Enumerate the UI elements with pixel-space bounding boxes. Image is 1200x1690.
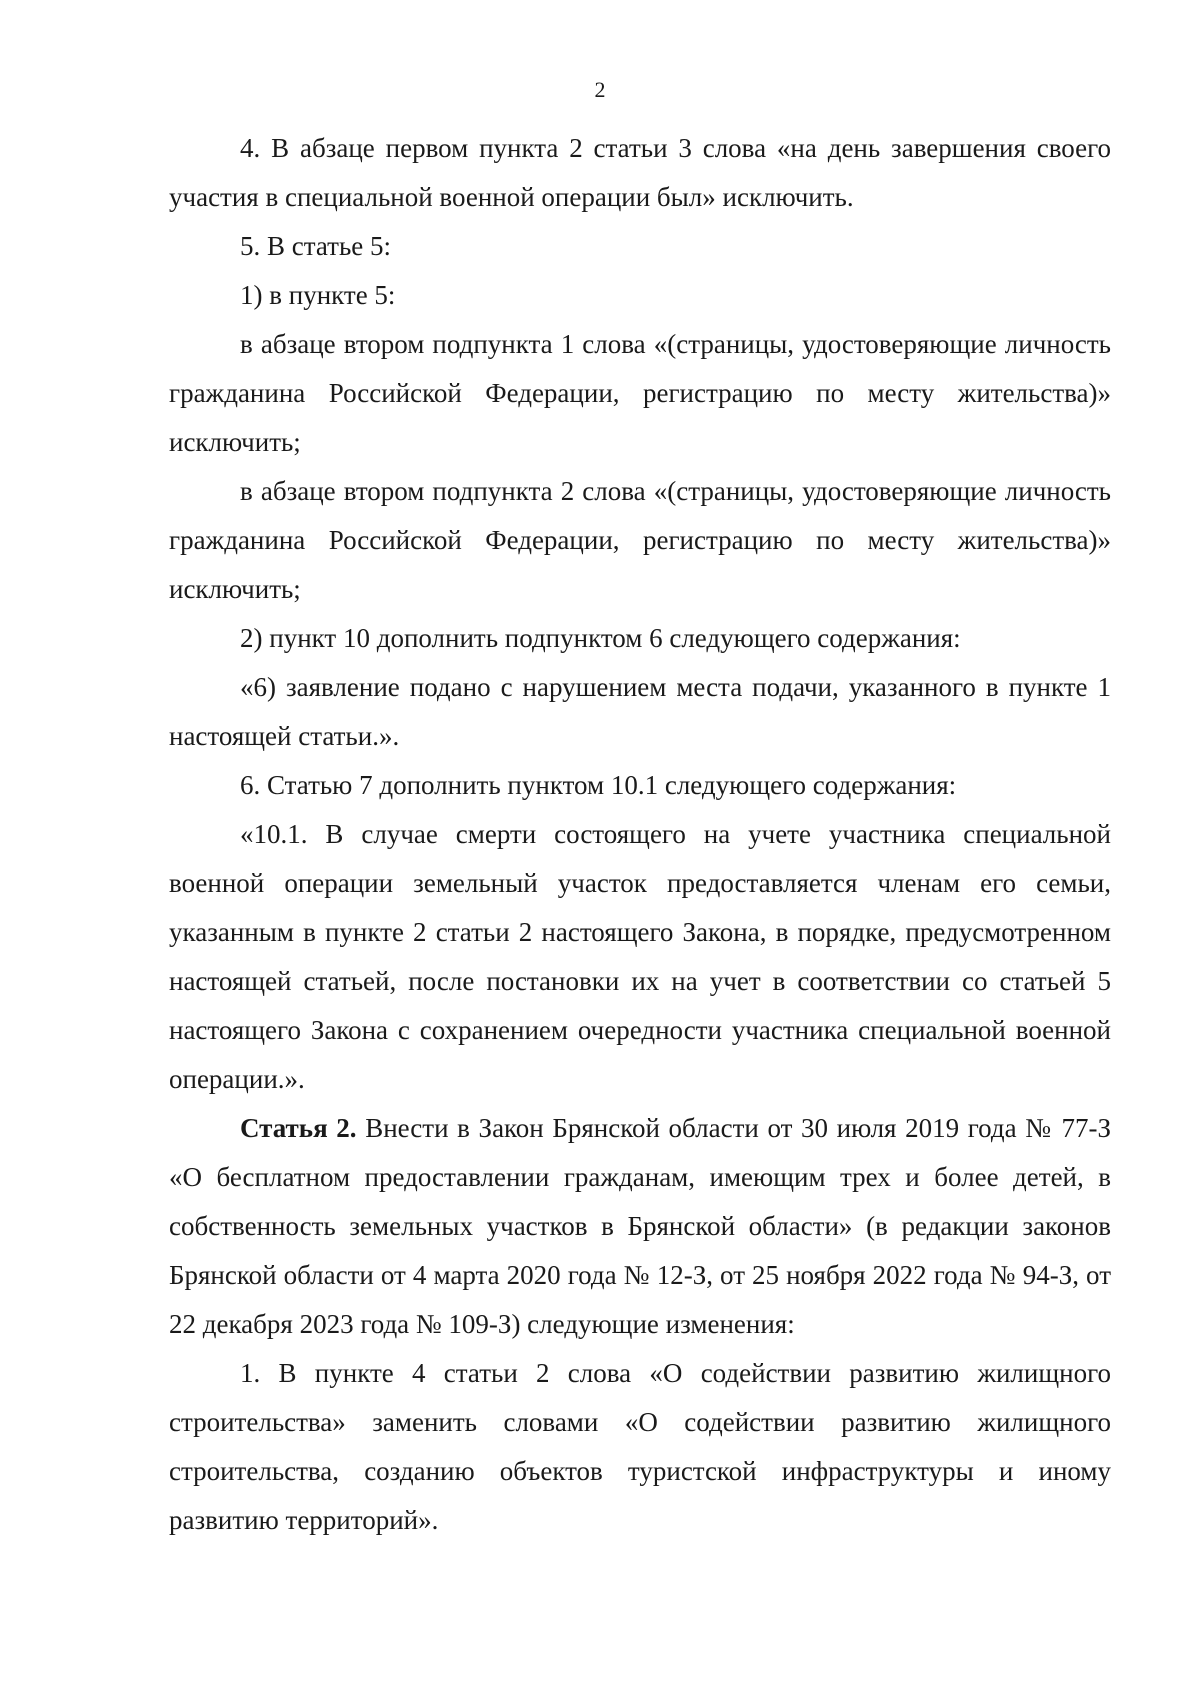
paragraph-item-6: 6. Статью 7 дополнить пунктом 10.1 следующего содержания: bbox=[240, 770, 957, 800]
document-body bbox=[169, 124, 1111, 1545]
subparagraph-1: 1) в пункте 5: bbox=[240, 280, 396, 310]
paragraph-item-5: 5. В статье 5: bbox=[240, 231, 392, 261]
paragraph-subitem-2: в абзаце втором подпункта 2 слова «(страницы, удостоверяющие личность гражданина Российской Федерации, регистрацию по месту жительства)» исключить; bbox=[169, 476, 1111, 604]
page-number: 2 bbox=[594, 77, 606, 102]
paragraph-item-4: 4. В абзаце первом пункта 2 статьи 3 слова «на день завершения своего участия в специальной военной операции был» исключить. bbox=[169, 133, 1111, 212]
article-2-paragraph bbox=[169, 1104, 1111, 1349]
article-2-item-1: 1. В пункте 4 статьи 2 слова «О содействии развитию жилищного строительства» заменить словами «О содействии развитию жилищного строительства, созданию объектов туристской инфраструктуры и иному развитию территорий». bbox=[169, 1358, 1111, 1535]
paragraph-subitem-1: в абзаце втором подпункта 1 слова «(страницы, удостоверяющие личность гражданина Российской Федерации, регистрацию по месту жительства)» исключить; bbox=[169, 329, 1111, 457]
article-2-text: Внести в Закон Брянской области от 30 июля 2019 года № 77-З «О бесплатном предоставлении гражданам, имеющим трех и более детей, в собственность земельных участков в Брянской области» (в редакции законов Брянской области от 4 марта 2020 года № 12-З, от 25 ноября 2022 года № 94-З, от 22 декабря 2023 года № 109-З) следующие изменения: bbox=[169, 1113, 1111, 1339]
subparagraph-2: 2) пункт 10 дополнить подпунктом 6 следующего содержания: bbox=[240, 623, 961, 653]
quoted-subitem-6: «6) заявление подано с нарушением места подачи, указанного в пункте 1 настоящей статьи.». bbox=[169, 672, 1111, 751]
quoted-item-10-1: «10.1. В случае смерти состоящего на учете участника специальной военной операции земельный участок предоставляется членам его семьи, указанным в пункте 2 статьи 2 настоящего Закона, в порядке, предусмотренном настоящей статьей, после постановки их на учет в соответствии со статьей 5 настоящего Закона с сохранением очередности участника специальной военной операции.». bbox=[169, 819, 1111, 1094]
article-2-heading: Статья 2. bbox=[240, 1113, 357, 1143]
